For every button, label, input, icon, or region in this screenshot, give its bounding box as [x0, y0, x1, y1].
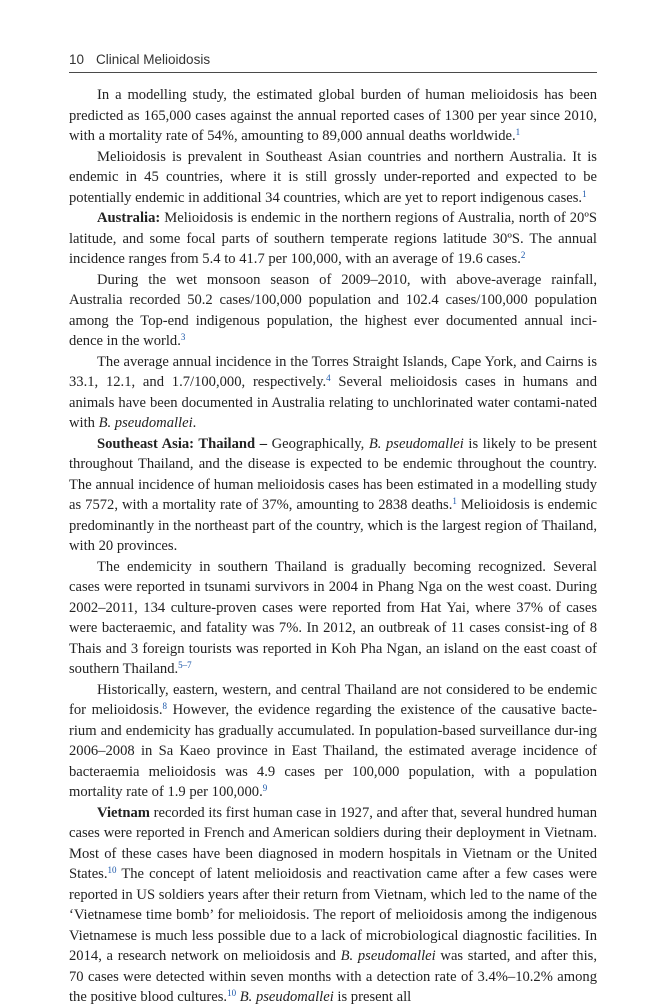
paragraph — [69, 85, 597, 147]
paragraph-text: Geographically, — [267, 435, 369, 452]
citation-reference[interactable]: 4 — [326, 373, 331, 383]
paragraph — [69, 680, 597, 803]
citation-reference[interactable]: 5–7 — [178, 660, 192, 670]
citation-reference[interactable]: 1 — [452, 496, 457, 506]
species-name: B. pseudomallei — [368, 435, 464, 452]
citation-reference[interactable]: 3 — [180, 332, 186, 342]
paragraph — [69, 270, 597, 352]
body-text — [69, 85, 597, 1008]
paragraph-text: In a modelling study, the estimated global burden of human melioidosis has been predicted as 165,000 cases against the annual reported cases of 1300 per year since 2010, with a mortality rate of 54%, amounting to 89,000 annual deaths worldwide. — [69, 87, 597, 144]
paragraph — [69, 434, 597, 557]
paragraph — [69, 352, 597, 434]
paragraph-text: Melioidosis is endemic in the northern regions of Australia, north of 20ºS latitude, and some focal parts of southern temperate regions latitude 30ºS. The annual incidence ranges from 5.4 to 41.7 per 100,000, with an average of 19.6 cases. — [69, 210, 597, 267]
citation-reference[interactable]: 9 — [262, 783, 268, 793]
section-lead-heading: Vietnam — [97, 804, 150, 821]
paragraph-text: was started, and after this, 70 cases were detected within seven months with a detection rate of 3.4%–10.2% among the positive blood cultures. — [69, 948, 597, 1005]
citation-reference[interactable]: 2 — [520, 250, 526, 260]
paragraph-text: recorded its first human case in 1927, and after that, several hundred human cases were reported in French and American soldiers during their deployment in Vietnam. Most of these cases have been diagnosed in modern hospitals in Vietnam or the United States. — [69, 804, 597, 882]
paragraph-text: is likely to be present throughout Thailand, and the disease is expected to be endemic throughout the country. The annual incidence of human melioidosis cases has been estimated in a modelling study as 7572, with a mortality rate of 37%, amounting to 2838 deaths. — [69, 435, 597, 513]
running-header — [69, 50, 597, 73]
citation-reference[interactable]: 1 — [582, 188, 587, 199]
paragraph-text: However, the evidence regarding the existence of the causative bacte-rium and endemicity has gradually accumulated. In population-based surveillance dur-ing 2006–2008 in Sa Kaeo province in East Thailand, the estimated average incidence of bacteraemia melioidosis was 4.9 cases per 100,000 population, with a population mortality rate of 1.9 per 100,000. — [69, 702, 597, 800]
paragraph-text: During the wet monsoon season of 2009–2010, with above-average rainfall, Australia recorded 50.2 cases/100,000 population and 102.4 cases/100,000 population among the Top-end indigenous population, the highest ever documented annual inci-dence in the world. — [69, 271, 597, 349]
page-number: 10 — [69, 52, 85, 67]
paragraph-text: Melioidosis is prevalent in Southeast Asian countries and northern Australia. It is endemic in 45 countries, where it is still grossly under-reported and expected to be potentially endemic in additional 34 countries, which are yet to report indigenous cases. — [69, 148, 597, 206]
paragraph-text: The average annual incidence in the Torres Straight Islands, Cape York, and Cairns is 33.1, 12.1, and 1.7/100,000, respectively. — [69, 353, 597, 390]
paragraph — [69, 803, 597, 1008]
paragraph — [69, 557, 597, 680]
species-name: B. pseudomallei — [98, 415, 193, 431]
paragraph-text: The endemicity in southern Thailand is gradually becoming recognized. Several cases were reported in tsunami survivors in 2004 in Phang Nga on the west coast. During 2002–2011, 134 culture-proven cases were reported from Hat Yai, where 37% of cases were bacteraemic, and fatality was 7%. In 2012, an outbreak of 11 cases consist-ing of 8 Thais and 3 foreign tourists was reported in Koh Pha Ngan, an island on the east coast of southern Thailand. — [69, 558, 597, 677]
running-title: Clinical Melioidosis — [96, 52, 211, 67]
paragraph — [69, 208, 597, 270]
citation-reference[interactable]: 8 — [162, 701, 168, 711]
paragraph-text: . — [192, 415, 197, 431]
citation-reference[interactable]: 10 — [107, 865, 117, 875]
paragraph-text: is present all — [333, 989, 412, 1005]
paragraph-text: Historically, eastern, western, and central Thailand are not considered to be endemic for melioidosis. — [69, 681, 597, 718]
paragraph-text: Melioidosis is endemic predominantly in the northeast part of the country, which is the largest region of Thailand, with 20 provinces. — [69, 497, 597, 554]
species-name: B. pseudomallei — [340, 948, 436, 964]
paragraph-text: The concept of latent melioidosis and reactivation came after a few cases were reported in US soldiers years after their return from Vietnam, which led to the name of the ‘Vietnamese time bomb’ for melioidosis. The report of melioidosis among the indigenous Vietnamese is much less possible due to a lack of microbiological diagnostic facilities. In 2014, a research network on melioidosis and — [69, 866, 597, 964]
citation-reference[interactable]: 1 — [515, 127, 521, 137]
paragraph — [69, 147, 597, 209]
species-name: B. pseudomallei — [239, 989, 334, 1005]
section-lead-heading: Southeast Asia: Thailand – — [97, 435, 268, 452]
section-lead-heading: Australia: — [97, 210, 161, 226]
citation-reference[interactable]: 10 — [227, 988, 237, 998]
paragraph-text: Several melioidosis cases in humans and animals have been documented in Australia relating to unchlorinated water contami-nated with — [69, 374, 598, 431]
